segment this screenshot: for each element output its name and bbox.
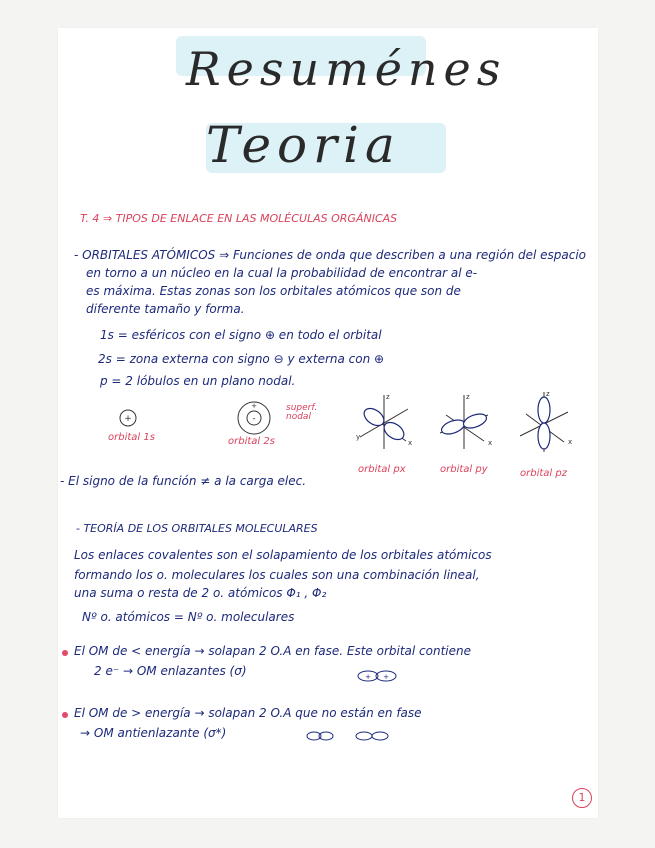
om-heading: - TEORÍA DE LOS ORBITALES MOLECULARES bbox=[76, 522, 318, 535]
bonding-orbital-diagram bbox=[356, 668, 406, 684]
om-line-4: Nº o. atómicos = Nº o. moleculares bbox=[82, 610, 295, 624]
svg-text:+: + bbox=[124, 414, 132, 424]
s-orbital-line: 1s = esféricos con el signo ⊕ en todo el orbital bbox=[100, 328, 382, 342]
superficie-nodal-label: superf. nodal bbox=[286, 403, 318, 422]
svg-text:z: z bbox=[546, 390, 550, 398]
bullet-dot-2 bbox=[62, 712, 68, 718]
antibonding-orbital-diagram-1 bbox=[306, 728, 336, 744]
notebook-page bbox=[58, 28, 598, 818]
orbital-pz-diagram bbox=[516, 390, 572, 456]
bullet-2-line-2: → OM antienlazante (σ*) bbox=[80, 726, 227, 740]
svg-text:z: z bbox=[466, 393, 470, 401]
bullet-2-line-1: El OM de > energía → solapan 2 O.A que no están en fase bbox=[74, 706, 422, 720]
om-line-2: formando los o. moleculares los cuales son una combinación lineal, bbox=[74, 568, 480, 582]
bullet-dot-1 bbox=[62, 650, 68, 656]
oa-line-4: diferente tamaño y forma. bbox=[86, 302, 245, 316]
svg-text:y: y bbox=[356, 433, 361, 441]
orbital-px-diagram bbox=[356, 393, 412, 453]
orbital-px-label: orbital px bbox=[358, 464, 406, 475]
title-line1: Resuménes bbox=[186, 42, 507, 96]
signo-funcion-line: - El signo de la función ≠ a la carga elec. bbox=[60, 474, 307, 488]
svg-text:+: + bbox=[251, 402, 257, 410]
oa-line-1: - ORBITALES ATÓMICOS ⇒ Funciones de onda que describen a una región del espacio bbox=[74, 248, 587, 262]
svg-text:+: + bbox=[365, 673, 371, 681]
svg-text:x: x bbox=[408, 439, 413, 447]
svg-text:x: x bbox=[488, 439, 493, 447]
orbital-2s-label: orbital 2s bbox=[228, 436, 275, 447]
page-number: 1 bbox=[572, 788, 592, 808]
svg-text:-: - bbox=[252, 414, 256, 424]
oa-line-2: en torno a un núcleo en la cual la probabilidad de encontrar al e- bbox=[86, 266, 478, 280]
orbital-2s-diagram bbox=[234, 398, 274, 438]
svg-text:+: + bbox=[383, 673, 389, 681]
2s-orbital-line: 2s = zona externa con signo ⊖ y externa con ⊕ bbox=[98, 352, 385, 366]
section-heading: T. 4 ⇒ TIPOS DE ENLACE EN LAS MOLÉCULAS ORGÁNICAS bbox=[80, 212, 398, 225]
p-orbital-line: p = 2 lóbulos en un plano nodal. bbox=[100, 374, 296, 388]
om-line-1: Los enlaces covalentes son el solapamiento de los orbitales atómicos bbox=[74, 548, 492, 562]
antibonding-orbital-diagram-2 bbox=[354, 728, 394, 744]
bullet-1-line-2: 2 e⁻ → OM enlazantes (σ) bbox=[94, 664, 247, 678]
orbital-py-diagram bbox=[436, 393, 492, 453]
svg-text:x: x bbox=[568, 438, 573, 446]
orbital-1s-label: orbital 1s bbox=[108, 432, 155, 443]
bullet-1-line-1: El OM de < energía → solapan 2 O.A en fase. Este orbital contiene bbox=[74, 644, 472, 658]
svg-text:z: z bbox=[386, 393, 390, 401]
orbital-py-label: orbital py bbox=[440, 464, 488, 475]
title-line2: Teoria bbox=[206, 116, 401, 174]
orbital-pz-label: orbital pz bbox=[520, 468, 567, 479]
oa-line-3: es máxima. Estas zonas son los orbitales atómicos que son de bbox=[86, 284, 461, 298]
om-line-3: una suma o resta de 2 o. atómicos Φ₁ , Φ₂ bbox=[74, 586, 327, 600]
